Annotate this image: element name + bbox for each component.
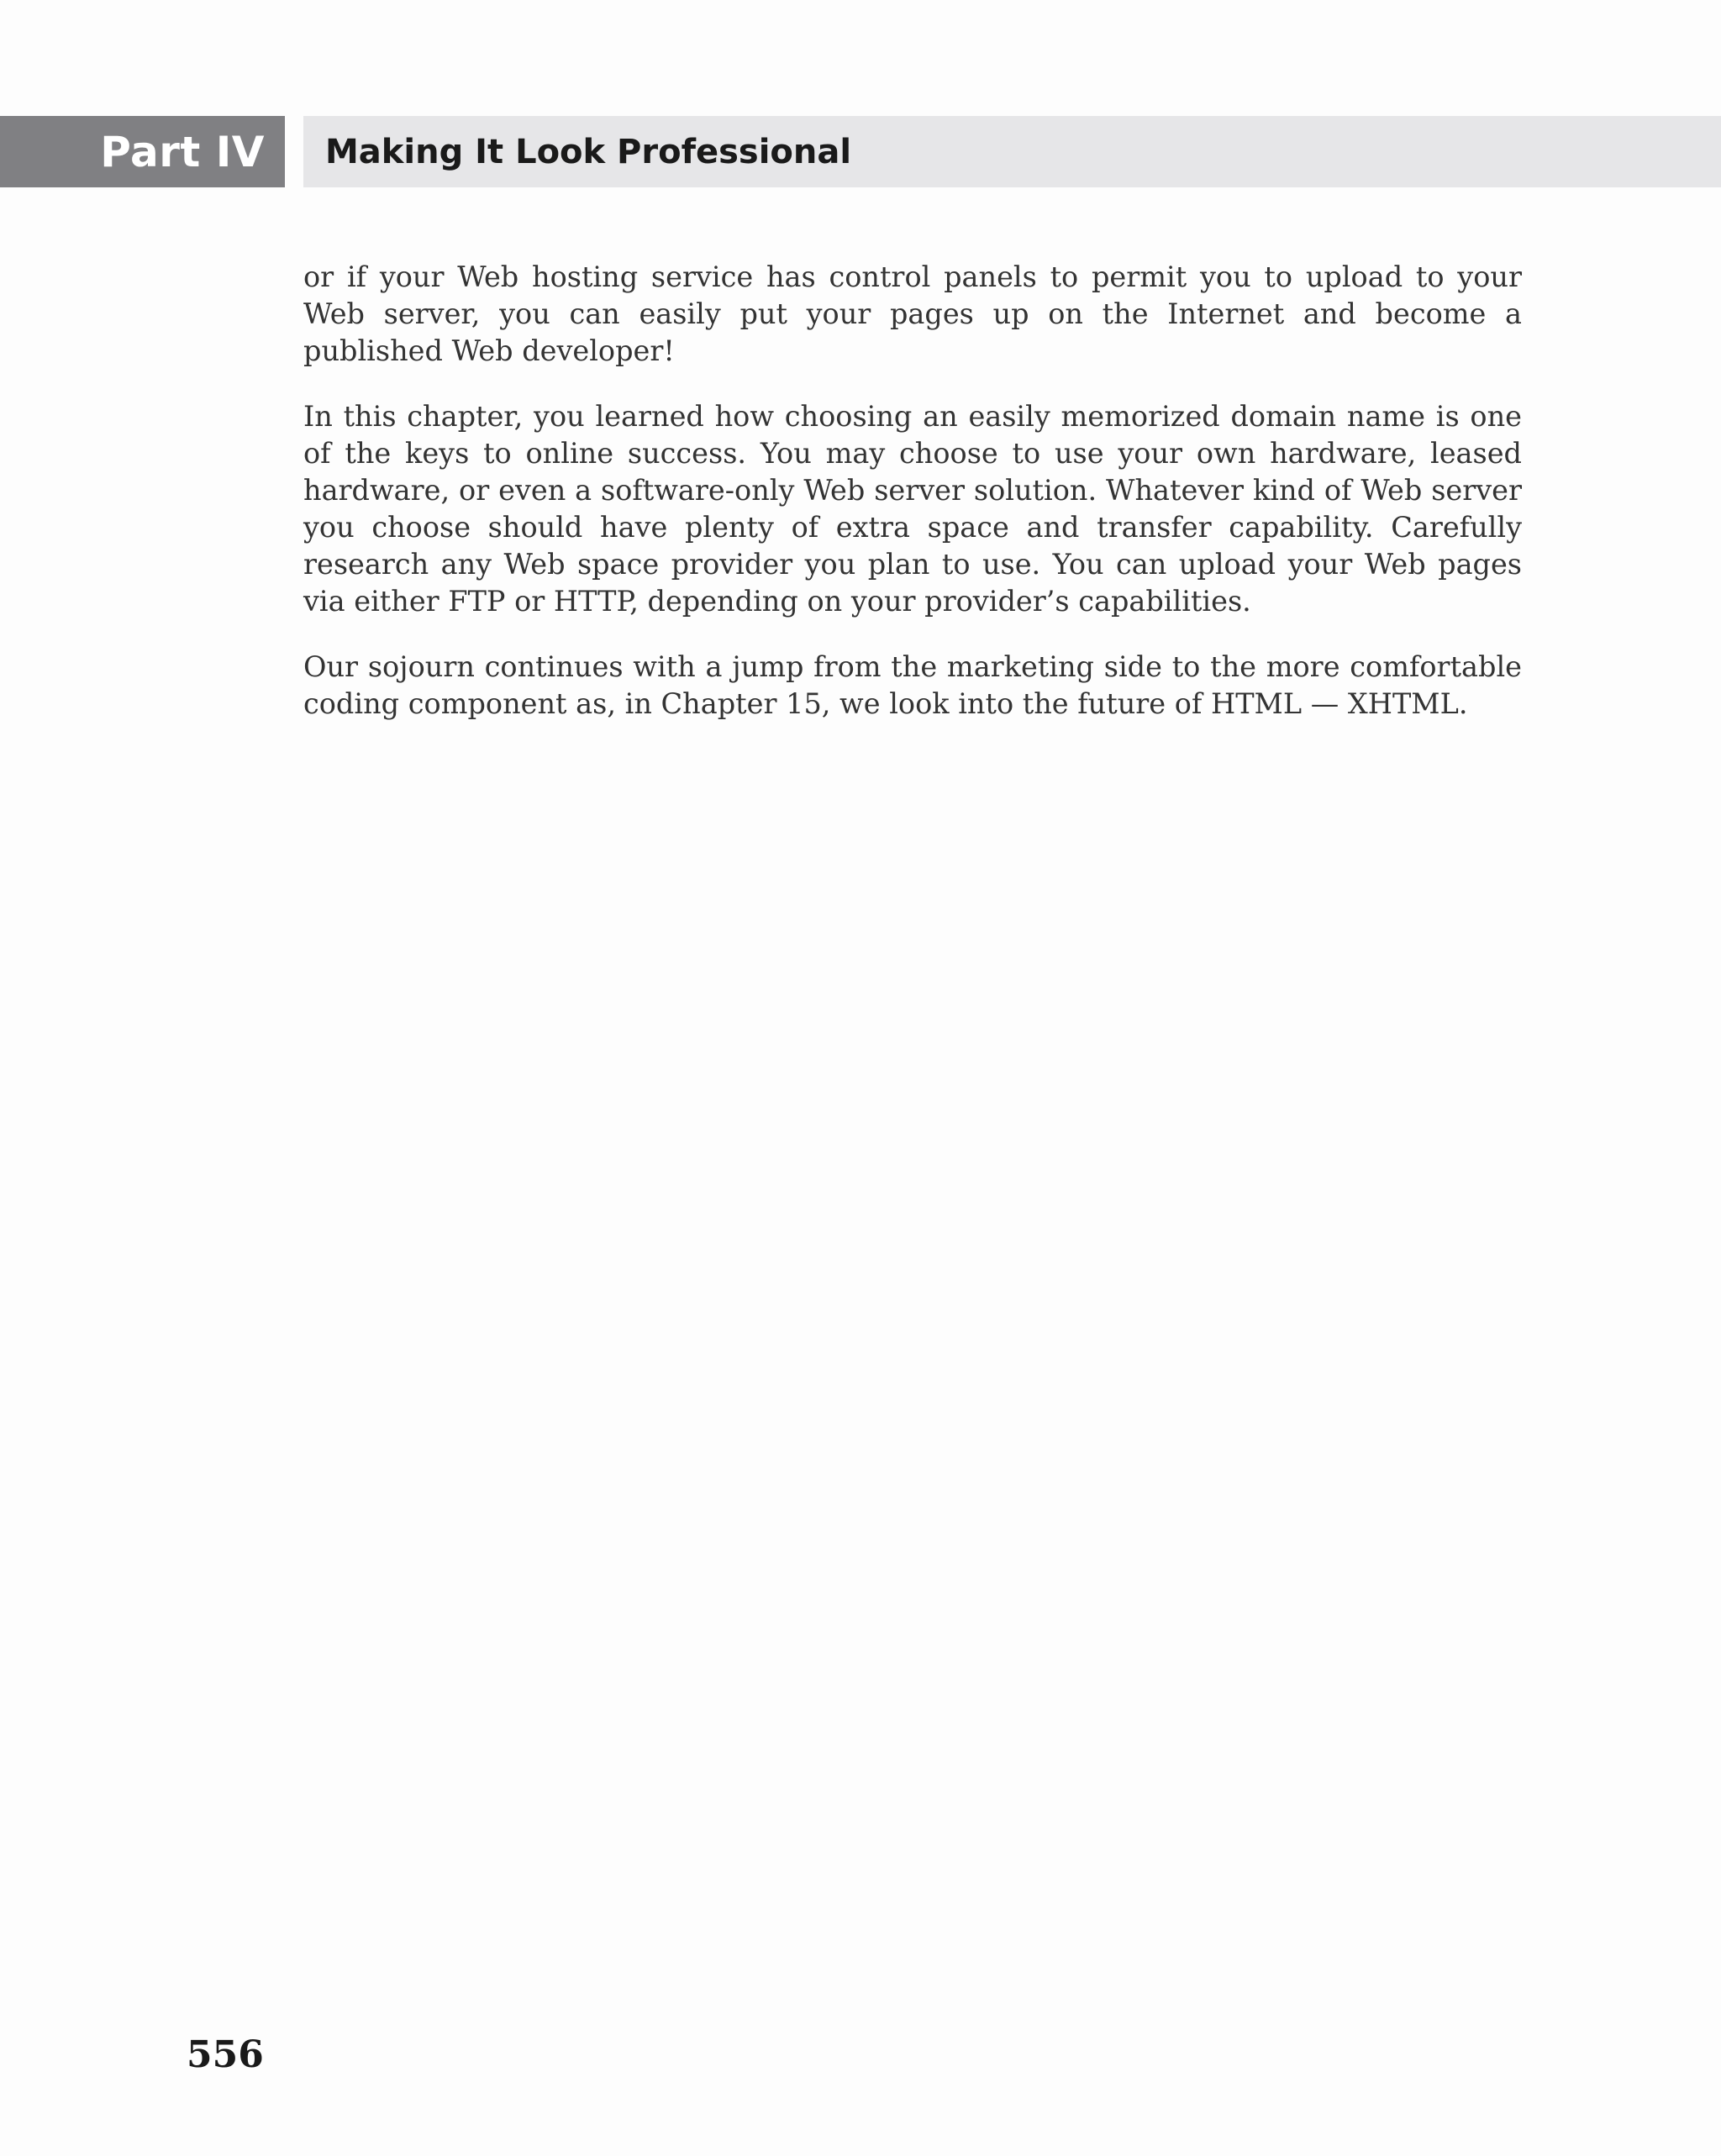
page-number: 556	[187, 2033, 264, 2076]
running-header	[303, 116, 1721, 187]
body-text	[303, 259, 1522, 751]
section-title: Making It Look Professional	[325, 132, 852, 171]
paragraph-3: Our sojourn continues with a jump from the marketing side to the more comfortable coding component as, in Chapter 15, we look into the future of HTML — XHTML.	[303, 650, 1522, 720]
paragraph-2: In this chapter, you learned how choosing an easily memorized domain name is one of the keys to online success. You may choose to use your own hardware, leased hardware, or even a software-only Web server solution. Whatever kind of Web server you choose should have plenty of extra space and transfer capability. Carefully research any Web space provider you plan to use. You can upload your Web pages via either FTP or HTTP, depending on your provider’s capabilities.	[303, 400, 1522, 618]
part-label: Part IV	[0, 116, 285, 187]
paragraph-1: or if your Web hosting service has control panels to permit you to upload to your Web server, you can easily put your pages up on the Internet and become a published Web developer!	[303, 260, 1522, 367]
